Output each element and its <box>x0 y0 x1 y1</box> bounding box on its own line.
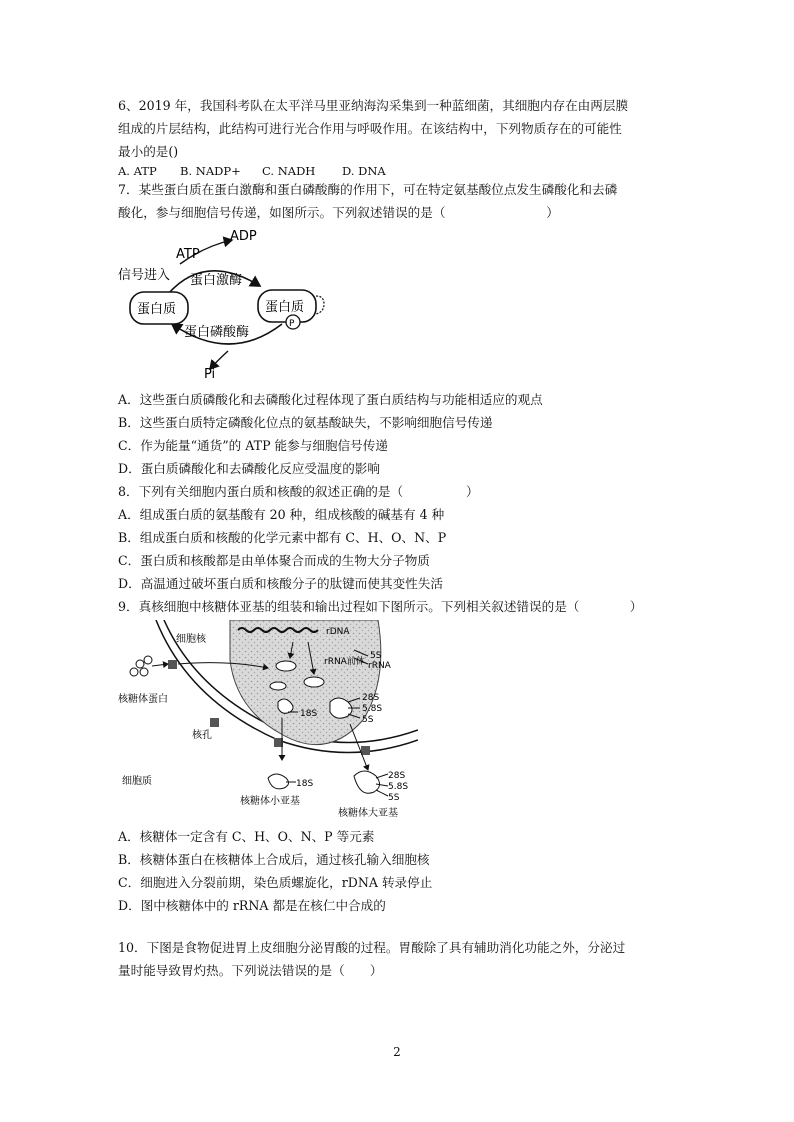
protein-right-label: 蛋白质 <box>265 300 305 315</box>
label-18s: 18S <box>300 709 318 719</box>
q8-option-d: D．高温通过破坏蛋白质和核酸分子的肽键而使其变性失活 <box>118 576 443 591</box>
q6-option-c: C. NADH <box>262 164 316 178</box>
large-subunit-5-8s-label: 5.8S <box>388 782 409 792</box>
q10-stem-line-1: 10．下图是食物促进胃上皮细胞分泌胃酸的过程。胃酸除了具有辅助消化功能之外，分泌过 <box>118 940 626 955</box>
q6-options <box>118 163 386 179</box>
q8-option-c: C．蛋白质和核酸都是由单体聚合而成的生物大分子物质 <box>118 553 430 568</box>
label-5-8s: 5.8S <box>362 704 383 714</box>
q9-option-c: C．细胞进入分裂前期，染色质螺旋化，rDNA 转录停止 <box>118 875 433 890</box>
nuclear-pore-1 <box>168 660 177 669</box>
small-subunit-18s-label: 18S <box>296 779 314 789</box>
kinase-label: 蛋白激酶 <box>190 273 243 288</box>
large-subunit-28s-label: 28S <box>388 771 406 781</box>
q8-stem: 8．下列有关细胞内蛋白质和核酸的叙述正确的是（ ） <box>118 484 479 499</box>
q6-option-d: D. DNA <box>342 164 386 178</box>
label-28s: 28S <box>362 693 380 703</box>
rrna-precursor-label: rRNA前体 <box>324 657 365 667</box>
large-subunit-5s-label: 5S <box>388 793 400 803</box>
q7-option-b: B．这些蛋白质特定磷酸化位点的氨基酸缺失，不影响细胞信号传递 <box>118 415 493 430</box>
q8-option-b: B．组成蛋白质和核酸的化学元素中都有 C、H、O、N、P <box>118 530 447 545</box>
q7-stem-line-2: 酸化，参与细胞信号传递，如图所示。下列叙述错误的是（ ） <box>118 205 559 220</box>
q6-stem-line-1: 6、2019 年，我国科考队在太平洋马里亚纳海沟采集到一种蓝细菌，其细胞内存在由两层膜 <box>118 98 629 113</box>
q9-option-b: B．核糖体蛋白在核糖体上合成后，通过核孔输入细胞核 <box>118 852 430 867</box>
q6-option-a: A. ATP <box>118 164 157 178</box>
nuclear-pore-label: 核孔 <box>192 730 212 741</box>
q7-option-d: D．蛋白质磷酸化和去磷酸化反应受温度的影响 <box>118 461 380 476</box>
label-5s: 5S <box>362 715 374 725</box>
nuclear-pore-4 <box>361 746 370 755</box>
q6-option-b: B. NADP+ <box>180 164 241 178</box>
q10-stem-line-2: 量时能导致胃灼热。下列说法错误的是（ ） <box>118 963 383 978</box>
q7-stem-line-1: 7．某些蛋白质在蛋白激酶和蛋白磷酸酶的作用下，可在特定氨基酸位点发生磷酸化和去磷 <box>118 182 618 197</box>
signal-label: 信号进入 <box>118 268 171 283</box>
nuclear-pore-2 <box>210 718 219 727</box>
q6-stem-line-3: 最小的是() <box>118 144 179 159</box>
rdna-label: rDNA <box>326 627 350 637</box>
small-subunit-label: 核糖体小亚基 <box>240 796 300 807</box>
q8-option-a: A．组成蛋白质的氨基酸有 20 种，组成核酸的碱基有 4 种 <box>118 507 445 522</box>
phosphorylation-diagram <box>110 224 340 382</box>
pi-label: Pi <box>204 367 216 382</box>
nucleus-label: 细胞核 <box>176 634 206 645</box>
label-5s-top: 5S <box>370 651 382 661</box>
phosphatase-label: 蛋白磷酸酶 <box>184 325 250 340</box>
cytoplasm-label: 细胞质 <box>122 776 152 787</box>
page-number: 2 <box>393 1045 401 1059</box>
ribosomal-protein-label: 核糖体蛋白 <box>118 694 168 705</box>
q9-option-a: A．核糖体一定含有 C、H、O、N、P 等元素 <box>118 829 375 844</box>
q7-option-c: C．作为能量“通货”的 ATP 能参与细胞信号传递 <box>118 438 388 453</box>
ribosome-assembly-diagram <box>118 620 418 820</box>
atp-label: ATP <box>176 247 200 262</box>
q9-option-d: D．图中核糖体中的 rRNA 都是在核仁中合成的 <box>118 898 386 913</box>
q9-stem: 9．真核细胞中核糖体亚基的组装和输出过程如下图所示。下列相关叙述错误的是（ ） <box>118 599 643 614</box>
protein-left-label: 蛋白质 <box>137 302 177 317</box>
q6-stem-line-2: 组成的片层结构，此结构可进行光合作用与呼吸作用。在该结构中，下列物质存在的可能性 <box>118 121 622 136</box>
q7-option-a: A．这些蛋白质磷酸化和去磷酸化过程体现了蛋白质结构与功能相适应的观点 <box>118 392 543 407</box>
rrna-label: rRNA <box>368 661 391 671</box>
phosphate-label: P <box>289 319 295 329</box>
adp-label: ADP <box>230 229 257 244</box>
large-subunit-label: 核糖体大亚基 <box>338 808 398 819</box>
